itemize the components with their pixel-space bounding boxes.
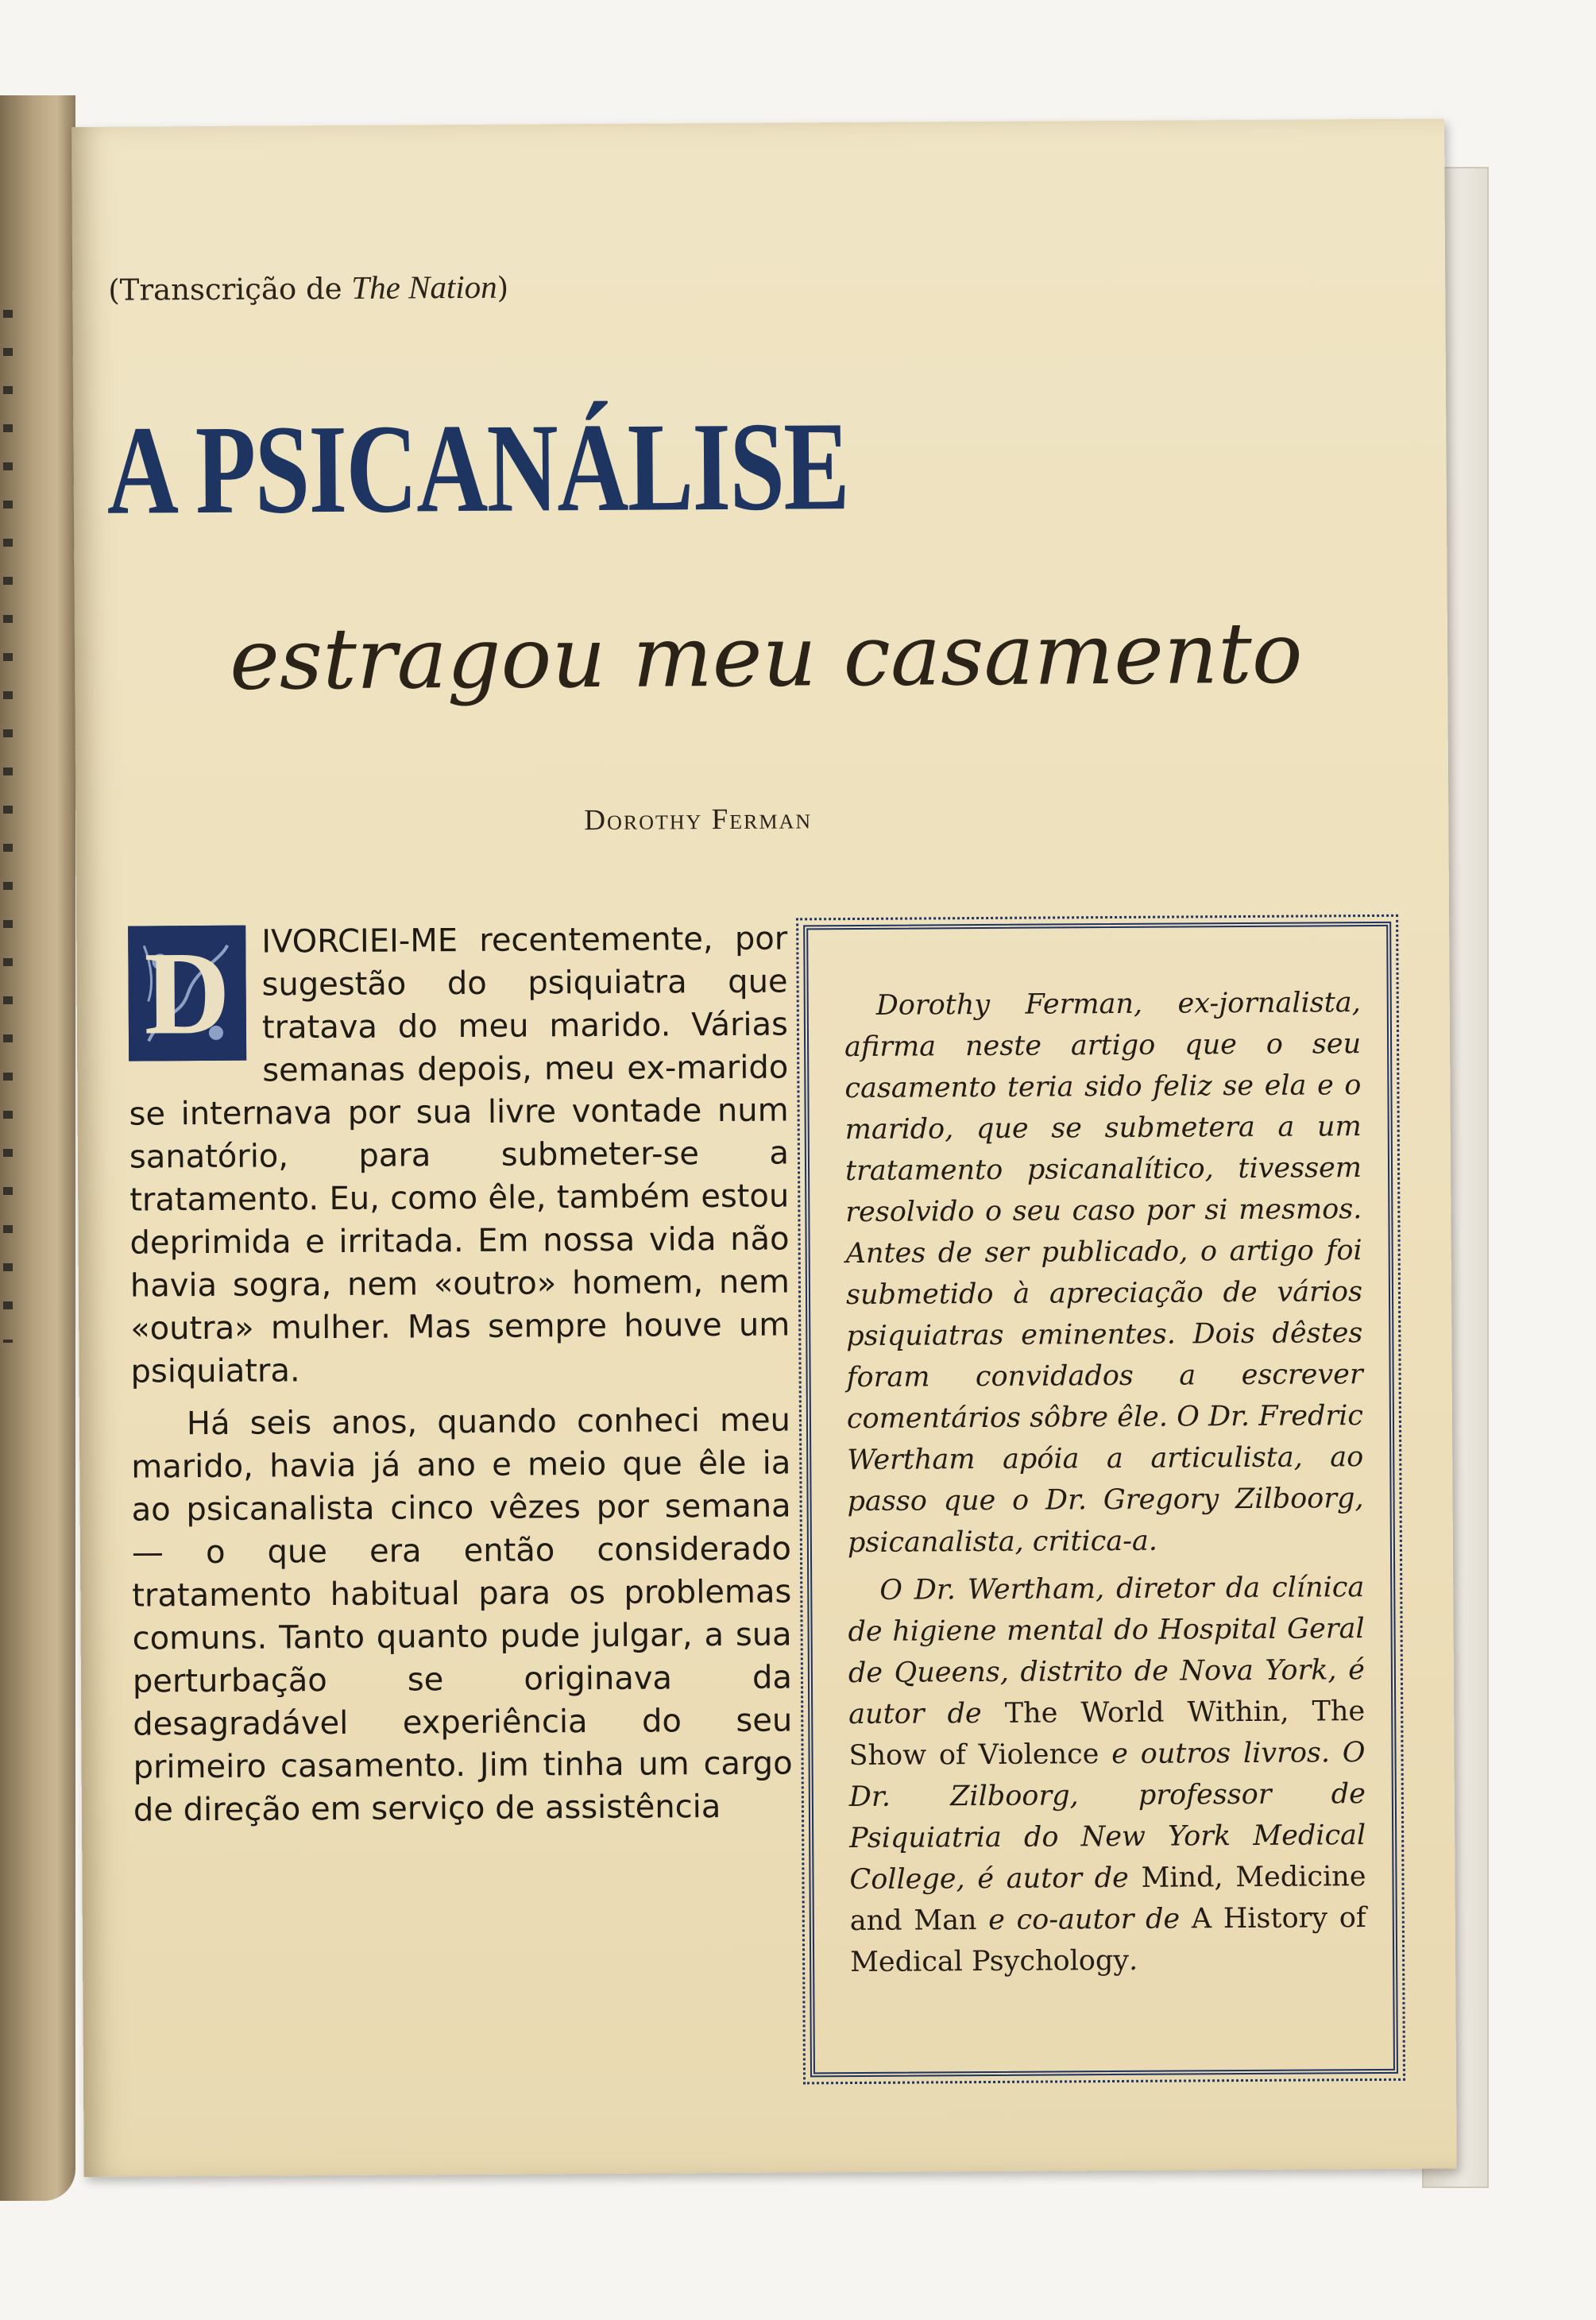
sidebar-paragraph-1: Dorothy Ferman, ex-jornalista, afirma neste artigo que o seu casamento teria sido feliz se ela e o marido, que se submetera a um tratamento psicanalítico, tivessem resolvido o seu caso por si mesmos. Antes de ser publicado, o artigo foi submetido à apreciação de vários psiquiatras eminentes. Dois dêstes foram convidados a escrever comentários sôbre êle. O Dr. Fredric Wertham apóia a articulista, ao passo que o Dr. Gregory Zilboorg, psicanalista, critica-a. [844, 987, 1364, 1560]
author-byline: Dorothy Ferman [584, 802, 813, 837]
source-attribution [108, 268, 508, 308]
sidebar-p2-end: . [1128, 1944, 1138, 1977]
source-suffix: ) [497, 270, 509, 305]
source-publication: The Nation [351, 268, 497, 306]
article-title-sub: estragou meu casamento [229, 604, 1303, 709]
sidebar-p2-part-b: e outros livros. O Dr. Zilboorg, professor de Psiquiatria do New York Medical College, é autor de [848, 1737, 1366, 1897]
previous-page-text-fragment [3, 310, 13, 1343]
sidebar-text [844, 982, 1367, 1989]
ornamental-dropcap [128, 926, 246, 1061]
article-body-column [128, 918, 793, 1842]
sidebar-p2-part-a: O Dr. Wertham, diretor da clínica de higiene mental do Hospital Geral de Queens, distrito de Nova York, é autor de [848, 1572, 1366, 1731]
magazine-page [71, 118, 1457, 2177]
book-title-2: Mind, Medicine and Man [849, 1861, 1366, 1938]
previous-page-edge [0, 95, 75, 2201]
sidebar-p2-part-c: e co-autor de [988, 1903, 1181, 1936]
book-title-3: A History of Medical Psychology [850, 1902, 1366, 1979]
source-prefix: (Transcrição de [108, 271, 342, 307]
article-title-main: A PSICANÁLISE [106, 395, 849, 541]
body-paragraph-2: Há seis anos, quando conheci meu marido, havia já ano e meio que êle ia ao psicanalista cinco vêzes por semana — o que era então considerado tratamento habitual para os problemas comuns. Tanto quanto pude julgar, a sua perturbação se originava da desagradável experiência do seu primeiro casamento. Jim tinha um cargo de direção em serviço de assistência [131, 1402, 793, 1829]
body-paragraph-1: IVORCIEI-ME recentemente, por sugestão do psiquiatra que tratava do meu marido. Várias semanas depois, meu ex-marido se internava por sua livre vontade num sanatório, para submeter-se a tratamento. Eu, como êle, também estou deprimida e irritada. Em nossa vida não havia sogra, nem «outro» homem, nem «outra» mulher. Mas sempre houve um psiquiatra. [129, 920, 790, 1390]
sidebar-summary-box [803, 922, 1398, 2077]
dropcap-letter: D [143, 926, 231, 1060]
book-title-1: The World Within, The Show of Violence [848, 1696, 1366, 1773]
sidebar-paragraph-2 [848, 1567, 1366, 1983]
